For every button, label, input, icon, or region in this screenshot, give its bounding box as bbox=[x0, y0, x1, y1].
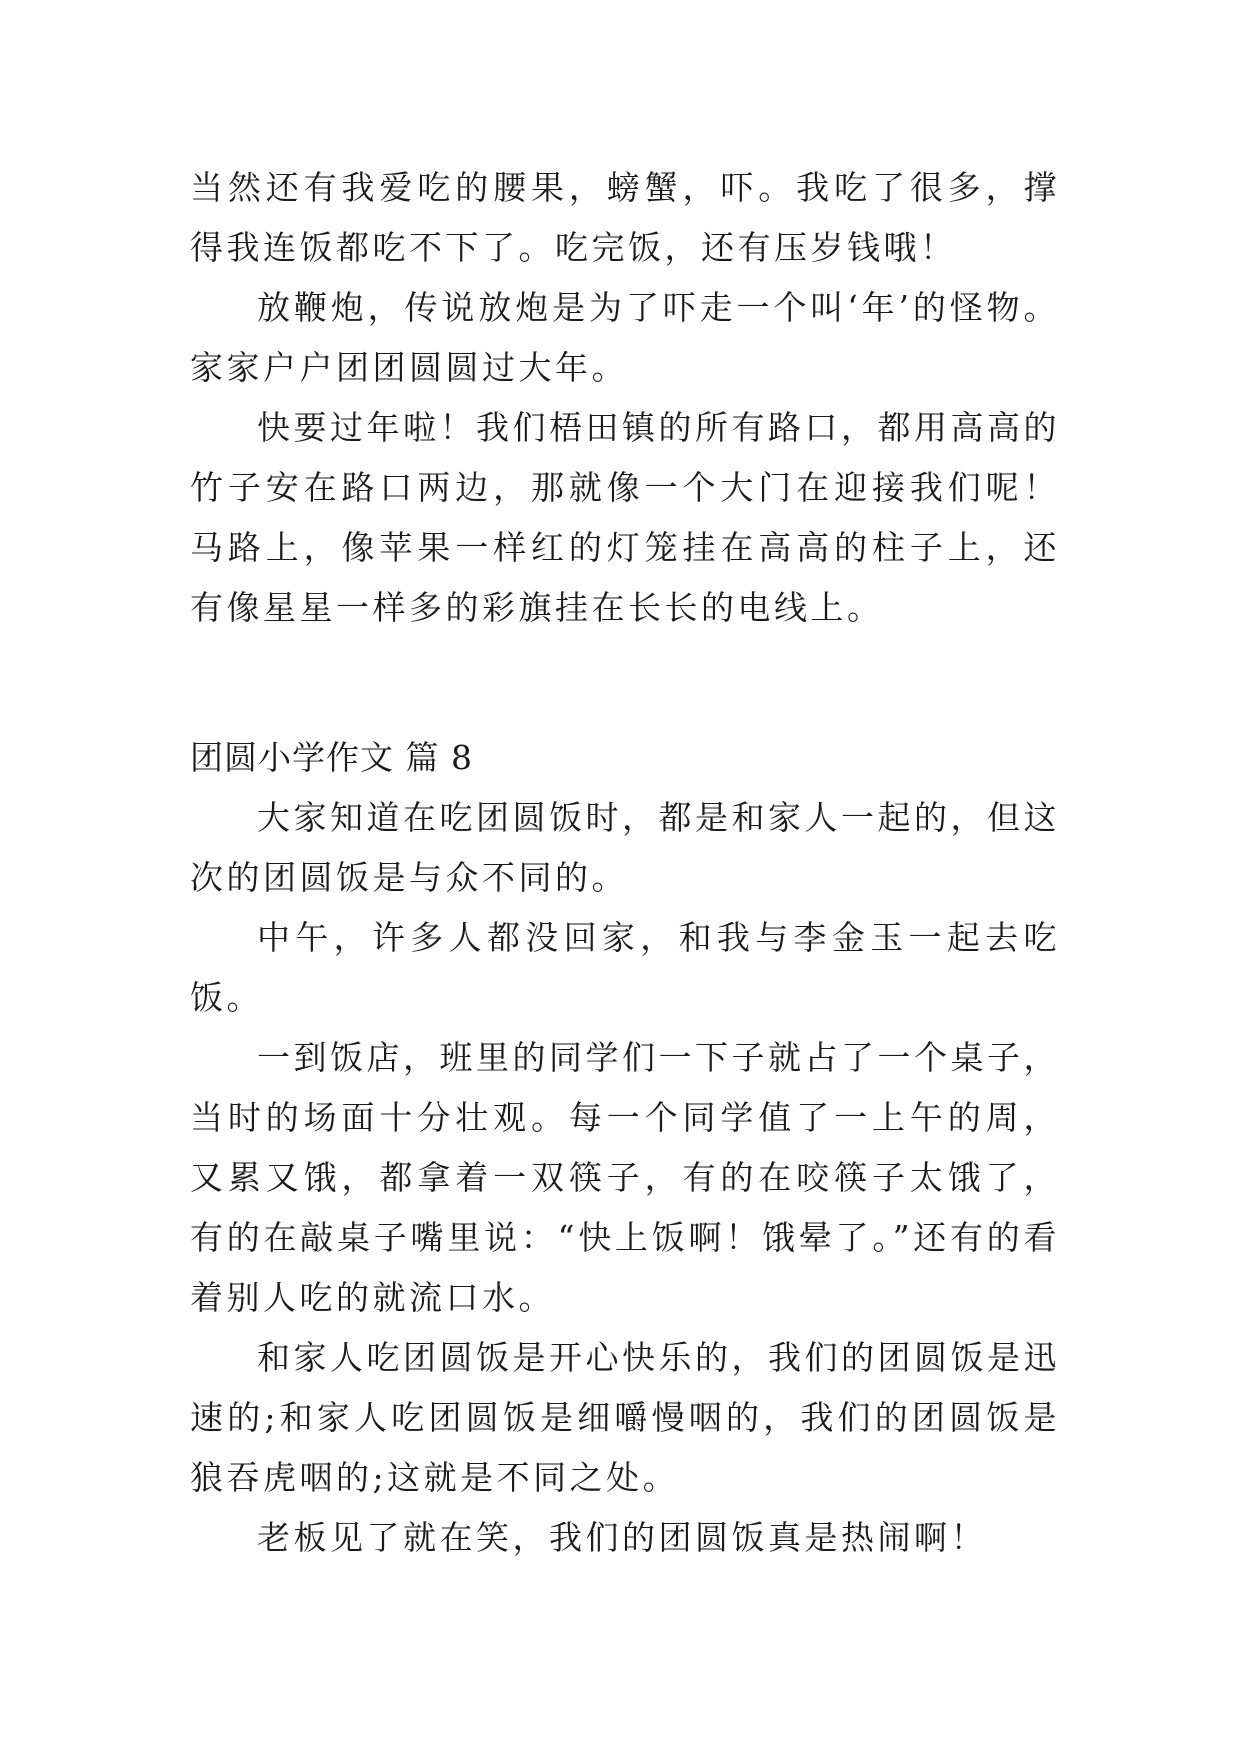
section-heading: 团圆小学作文 篇 8 bbox=[190, 738, 473, 777]
paragraph: 中午，许多人都没回家，和我与李金玉一起去吃饭。 bbox=[190, 918, 1060, 1017]
paragraph: 放鞭炮，传说放炮是为了吓走一个叫‘年’的怪物。家家户户团团圆圆过大年。 bbox=[190, 288, 1060, 387]
paragraph: 快要过年啦！我们梧田镇的所有路口，都用高高的竹子安在路口两边，那就像一个大门在迎接我们呢！马路上，像苹果一样红的灯笼挂在高高的柱子上，还有像星星一样多的彩旗挂在长长的电线上。 bbox=[190, 408, 1060, 627]
paragraph: 一到饭店，班里的同学们一下子就占了一个桌子，当时的场面十分壮观。每一个同学值了一上午的周，又累又饿，都拿着一双筷子，有的在咬筷子太饿了，有的在敲桌子嘴里说：“快上饭啊！饿晕了。”还有的看着别人吃的就流口水。 bbox=[190, 1038, 1060, 1317]
document-body bbox=[190, 158, 1060, 1568]
paragraph: 和家人吃团圆饭是开心快乐的，我们的团圆饭是迅速的;和家人吃团圆饭是细嚼慢咽的，我们的团圆饭是狼吞虎咽的;这就是不同之处。 bbox=[190, 1338, 1060, 1497]
paragraph: 大家知道在吃团圆饭时，都是和家人一起的，但这次的团圆饭是与众不同的。 bbox=[190, 798, 1060, 897]
paragraph: 当然还有我爱吃的腰果，螃蟹，吓。我吃了很多，撑得我连饭都吃不下了。吃完饭，还有压岁钱哦！ bbox=[190, 168, 1060, 267]
paragraph: 老板见了就在笑，我们的团圆饭真是热闹啊！ bbox=[257, 1518, 987, 1557]
